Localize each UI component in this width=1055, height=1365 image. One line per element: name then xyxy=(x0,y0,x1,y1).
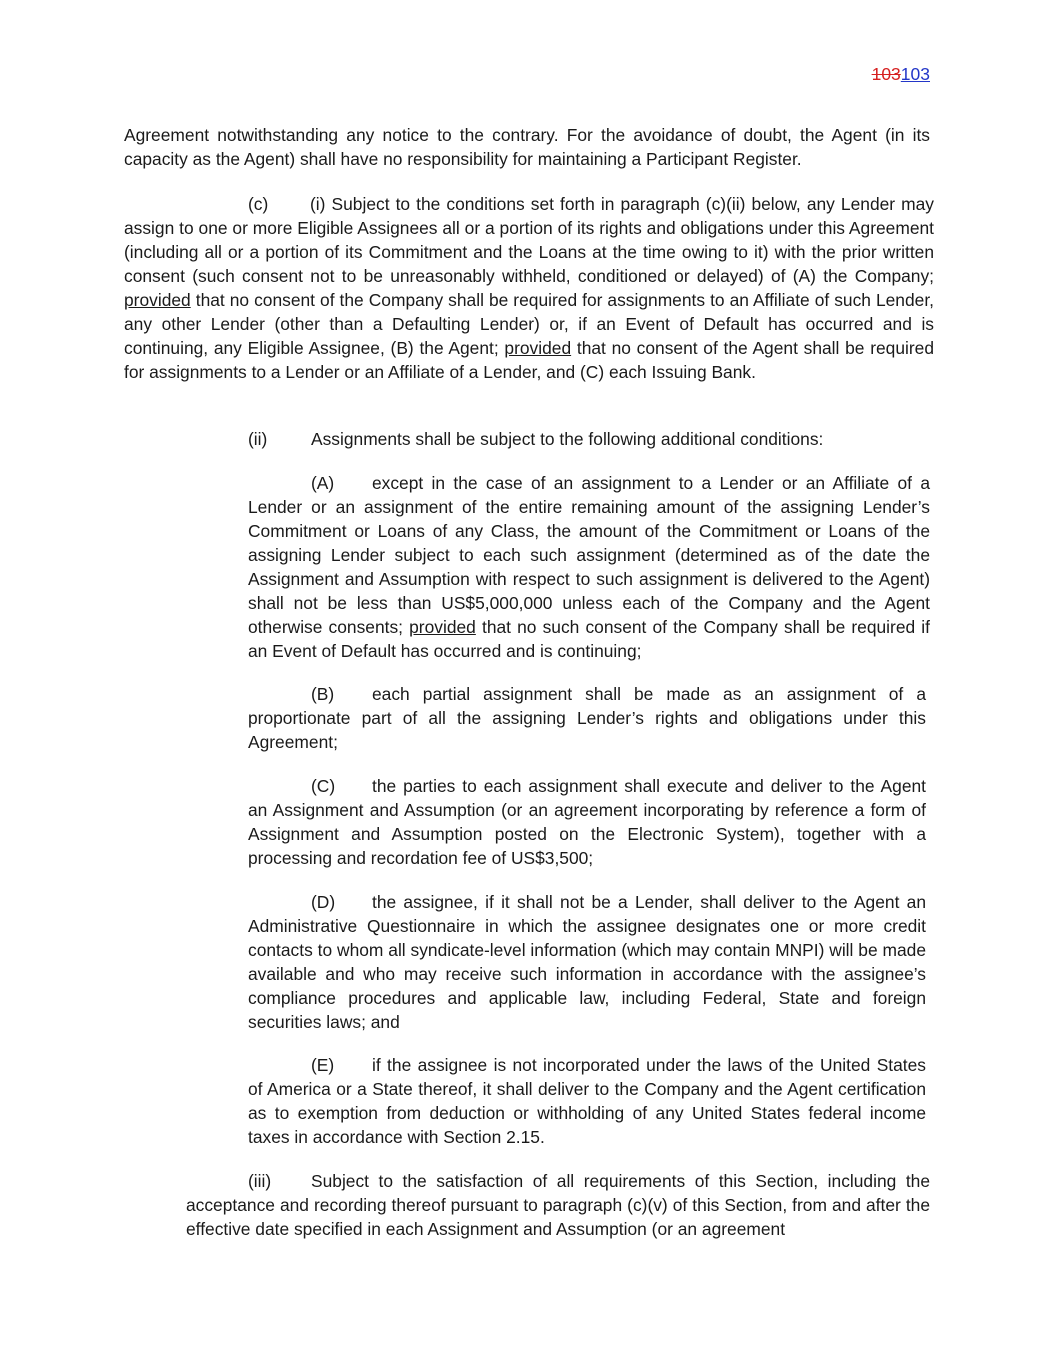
subparagraph-e xyxy=(248,1053,926,1149)
paragraph-c-i-label: (i) xyxy=(310,194,326,214)
provided-term-1: provided xyxy=(124,290,191,310)
provided-term-2: provided xyxy=(504,338,572,358)
subparagraph-b-label: (B) xyxy=(311,684,335,704)
paragraph-continuation xyxy=(124,123,930,171)
subparagraph-b xyxy=(248,682,926,754)
subparagraph-c-label: (C) xyxy=(311,776,336,796)
paragraph-iii-text: Subject to the satisfaction of all requirements of this Section, including the acceptance and recording thereof pursuant to paragraph (c)(v) of this Section, from and after the effective date specified in each Assignment and Assumption (or an agreement xyxy=(186,1171,930,1239)
subparagraph-d xyxy=(248,890,926,1034)
page-number-deleted: 103 xyxy=(871,64,901,84)
subparagraph-a-text-b: that no such consent of the Company shall be required if an Event of Default has occurred and is continuing; xyxy=(248,617,930,661)
paragraph-c-i-text-c: that no consent of the Agent shall be required for assignments to a Lender or an Affiliate of a Lender, and (C) each Issuing Bank. xyxy=(124,338,934,382)
paragraph-ii-label: (ii) xyxy=(248,429,268,449)
paragraph-ii-text: Assignments shall be subject to the following additional conditions: xyxy=(311,429,824,449)
subparagraph-c-text: the parties to each assignment shall execute and deliver to the Agent an Assignment and Assumption (or an agreement incorporating by reference a form of Assignment and Assumption posted on the Electronic System), together with a processing and recordation fee of US$3,500; xyxy=(248,776,926,868)
paragraph-iii xyxy=(186,1169,930,1241)
subparagraph-c xyxy=(248,774,926,870)
subparagraph-a-text-a: except in the case of an assignment to a Lender or an Affiliate of a Lender or an assignment of the entire remaining amount of the assigning Lender’s Commitment or Loans of any Class, the amount of the Commitment or Loans of the assigning Lender subject to each such assignment (determined as of the date the Assignment and Assumption with respect to such assignment is delivered to the Agent) shall not be less than US$5,000,000 unless each of the Company and the Agent otherwise consents; xyxy=(248,473,930,637)
paragraph-c-i xyxy=(124,192,934,384)
page-number xyxy=(860,63,930,85)
page-number-inserted: 103 xyxy=(900,64,930,84)
subparagraph-a xyxy=(248,471,930,663)
subparagraph-a-label: (A) xyxy=(311,473,335,493)
provided-term-3: provided xyxy=(409,617,476,637)
paragraph-continuation-text: Agreement notwithstanding any notice to the contrary. For the avoidance of doubt, the Agent (in its capacity as the Agent) shall have no responsibility for maintaining a Participant Register. xyxy=(124,125,930,169)
subparagraph-e-label: (E) xyxy=(311,1055,335,1075)
subparagraph-e-text: if the assignee is not incorporated under the laws of the United States of America or a State thereof, it shall deliver to the Company and the Agent certification as to exemption from deduction or withholding of any United States federal income taxes in accordance with Section 2.15. xyxy=(248,1055,926,1147)
subparagraph-d-label: (D) xyxy=(311,892,336,912)
subparagraph-b-text: each partial assignment shall be made as an assignment of a proportionate part of all the assigning Lender’s rights and obligations under this Agreement; xyxy=(248,684,926,752)
subparagraph-d-text: the assignee, if it shall not be a Lender, shall deliver to the Agent an Administrative Questionnaire in which the assignee designates one or more credit contacts to whom all syndicate-level information (which may contain MNPI) will be made available and who may receive such information in accordance with the assignee’s compliance procedures and applicable law, including Federal, State and foreign securities laws; and xyxy=(248,892,926,1032)
paragraph-c-i-text-b: that no consent of the Company shall be required for assignments to an Affiliate of such Lender, any other Lender (other than a Defaulting Lender) or, if an Event of Default has occurred and is continuing, any Eligible Assignee, (B) the Agent; xyxy=(124,290,934,358)
paragraph-iii-label: (iii) xyxy=(248,1171,272,1191)
paragraph-ii xyxy=(248,427,938,451)
paragraph-c-i-text-a: Subject to the conditions set forth in paragraph (c)(ii) below, any Lender may assign to one or more Eligible Assignees all or a portion of its rights and obligations under this Agreement (including all or a portion of its Commitment and the Loans at the time owing to it) with the prior written consent (such consent not to be unreasonably withheld, conditioned or delayed) of (A) the Company; xyxy=(124,194,934,286)
paragraph-c-label: (c) xyxy=(248,194,269,214)
